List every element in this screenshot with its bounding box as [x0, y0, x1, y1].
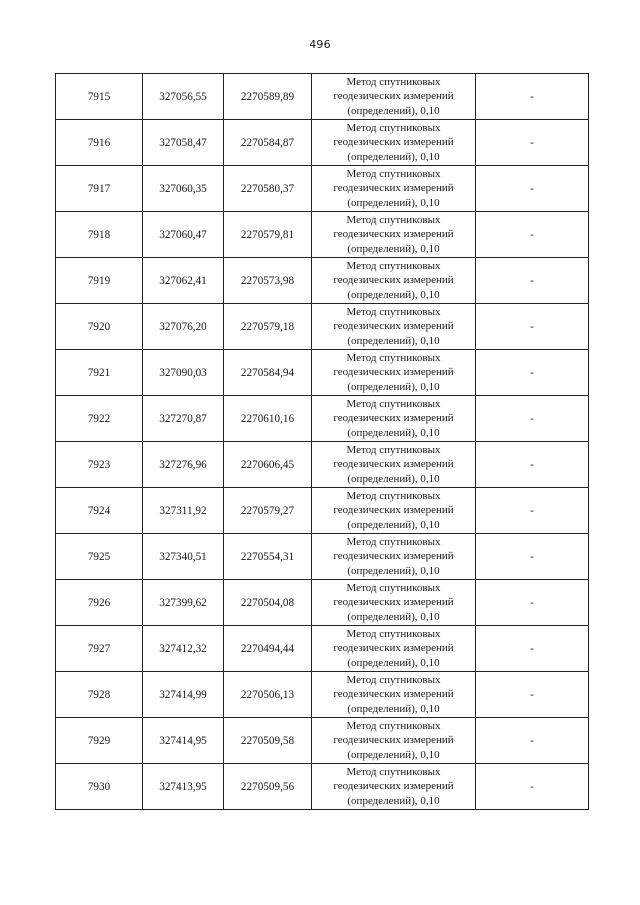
method-line: Метод спутниковых — [346, 443, 441, 456]
method-line: (определений), 0,10 — [347, 610, 440, 623]
table-row — [56, 580, 589, 626]
x-coordinate-cell: 327060,35 — [143, 166, 224, 212]
x-coordinate-cell: 327311,92 — [143, 488, 224, 534]
method-line: (определений), 0,10 — [347, 518, 440, 531]
point-number-cell: 7929 — [56, 718, 143, 764]
y-coordinate-cell: 2270579,18 — [224, 304, 312, 350]
x-coordinate-cell: 327276,96 — [143, 442, 224, 488]
note-cell: - — [476, 396, 589, 442]
point-number-cell: 7928 — [56, 672, 143, 718]
point-number-cell: 7927 — [56, 626, 143, 672]
page-number: 496 — [309, 38, 331, 51]
point-number-cell: 7923 — [56, 442, 143, 488]
method-line: Метод спутниковых — [346, 121, 441, 134]
y-coordinate-cell: 2270610,16 — [224, 396, 312, 442]
note-cell: - — [476, 212, 589, 258]
y-coordinate-cell: 2270589,89 — [224, 74, 312, 120]
x-coordinate-cell: 327414,99 — [143, 672, 224, 718]
y-coordinate-cell: 2270584,87 — [224, 120, 312, 166]
method-line: Метод спутниковых — [346, 581, 441, 594]
x-coordinate-cell: 327270,87 — [143, 396, 224, 442]
table-row — [56, 258, 589, 304]
method-line: геодезических измерений — [333, 366, 454, 379]
method-line: Метод спутниковых — [346, 535, 441, 548]
note-cell: - — [476, 304, 589, 350]
table-row — [56, 534, 589, 580]
note-cell: - — [476, 580, 589, 626]
method-cell — [312, 350, 476, 396]
y-coordinate-cell: 2270573,98 — [224, 258, 312, 304]
method-cell — [312, 212, 476, 258]
table-row — [56, 488, 589, 534]
method-line: (определений), 0,10 — [347, 472, 440, 485]
method-line: Метод спутниковых — [346, 489, 441, 502]
note-cell: - — [476, 488, 589, 534]
method-line: геодезических измерений — [333, 504, 454, 517]
note-cell: - — [476, 626, 589, 672]
note-cell: - — [476, 350, 589, 396]
method-line: Метод спутниковых — [346, 765, 441, 778]
table-row — [56, 74, 589, 120]
method-line: геодезических измерений — [333, 136, 454, 149]
method-cell — [312, 396, 476, 442]
note-cell: - — [476, 764, 589, 810]
method-line: геодезических измерений — [333, 688, 454, 701]
method-line: Метод спутниковых — [346, 259, 441, 272]
x-coordinate-cell: 327412,32 — [143, 626, 224, 672]
x-coordinate-cell: 327340,51 — [143, 534, 224, 580]
method-line: геодезических измерений — [333, 780, 454, 793]
method-cell — [312, 718, 476, 764]
point-number-cell: 7920 — [56, 304, 143, 350]
x-coordinate-cell: 327413,95 — [143, 764, 224, 810]
x-coordinate-cell: 327060,47 — [143, 212, 224, 258]
point-number-cell: 7917 — [56, 166, 143, 212]
method-line: Метод спутниковых — [346, 305, 441, 318]
table-row — [56, 166, 589, 212]
note-cell: - — [476, 442, 589, 488]
point-number-cell: 7925 — [56, 534, 143, 580]
y-coordinate-cell: 2270509,56 — [224, 764, 312, 810]
method-cell — [312, 672, 476, 718]
x-coordinate-cell: 327399,62 — [143, 580, 224, 626]
point-number-cell: 7921 — [56, 350, 143, 396]
method-line: геодезических измерений — [333, 182, 454, 195]
x-coordinate-cell: 327090,03 — [143, 350, 224, 396]
method-line: геодезических измерений — [333, 642, 454, 655]
method-cell — [312, 120, 476, 166]
method-line: геодезических измерений — [333, 458, 454, 471]
y-coordinate-cell: 2270494,44 — [224, 626, 312, 672]
table-row — [56, 672, 589, 718]
note-cell: - — [476, 74, 589, 120]
table-row — [56, 350, 589, 396]
method-cell — [312, 534, 476, 580]
table-row — [56, 120, 589, 166]
method-line: Метод спутниковых — [346, 719, 441, 732]
method-line: геодезических измерений — [333, 90, 454, 103]
note-cell: - — [476, 672, 589, 718]
method-cell — [312, 580, 476, 626]
method-line: (определений), 0,10 — [347, 748, 440, 761]
method-line: (определений), 0,10 — [347, 288, 440, 301]
point-number-cell: 7922 — [56, 396, 143, 442]
method-line: геодезических измерений — [333, 274, 454, 287]
point-number-cell: 7918 — [56, 212, 143, 258]
y-coordinate-cell: 2270504,08 — [224, 580, 312, 626]
coordinates-table-body — [56, 74, 589, 810]
method-line: (определений), 0,10 — [347, 104, 440, 117]
method-cell — [312, 442, 476, 488]
method-line: (определений), 0,10 — [347, 150, 440, 163]
method-cell — [312, 258, 476, 304]
table-row — [56, 626, 589, 672]
x-coordinate-cell: 327056,55 — [143, 74, 224, 120]
x-coordinate-cell: 327076,20 — [143, 304, 224, 350]
y-coordinate-cell: 2270579,27 — [224, 488, 312, 534]
x-coordinate-cell: 327058,47 — [143, 120, 224, 166]
y-coordinate-cell: 2270554,31 — [224, 534, 312, 580]
method-cell — [312, 74, 476, 120]
method-line: (определений), 0,10 — [347, 380, 440, 393]
note-cell: - — [476, 534, 589, 580]
y-coordinate-cell: 2270579,81 — [224, 212, 312, 258]
method-line: Метод спутниковых — [346, 75, 441, 88]
method-line: (определений), 0,10 — [347, 794, 440, 807]
method-cell — [312, 626, 476, 672]
x-coordinate-cell: 327414,95 — [143, 718, 224, 764]
y-coordinate-cell: 2270506,13 — [224, 672, 312, 718]
table-row — [56, 396, 589, 442]
y-coordinate-cell: 2270509,58 — [224, 718, 312, 764]
y-coordinate-cell: 2270606,45 — [224, 442, 312, 488]
method-cell — [312, 488, 476, 534]
method-line: (определений), 0,10 — [347, 334, 440, 347]
x-coordinate-cell: 327062,41 — [143, 258, 224, 304]
method-cell — [312, 166, 476, 212]
method-line: геодезических измерений — [333, 412, 454, 425]
method-line: Метод спутниковых — [346, 397, 441, 410]
method-line: Метод спутниковых — [346, 673, 441, 686]
method-line: геодезических измерений — [333, 320, 454, 333]
method-line: (определений), 0,10 — [347, 564, 440, 577]
method-line: Метод спутниковых — [346, 351, 441, 364]
point-number-cell: 7930 — [56, 764, 143, 810]
table-row — [56, 212, 589, 258]
point-number-cell: 7915 — [56, 74, 143, 120]
y-coordinate-cell: 2270584,94 — [224, 350, 312, 396]
coordinates-table — [55, 73, 589, 810]
method-cell — [312, 304, 476, 350]
table-row — [56, 304, 589, 350]
table-row — [56, 718, 589, 764]
method-line: геодезических измерений — [333, 550, 454, 563]
method-line: (определений), 0,10 — [347, 656, 440, 669]
method-line: геодезических измерений — [333, 734, 454, 747]
table-row — [56, 764, 589, 810]
note-cell: - — [476, 120, 589, 166]
y-coordinate-cell: 2270580,37 — [224, 166, 312, 212]
point-number-cell: 7916 — [56, 120, 143, 166]
point-number-cell: 7924 — [56, 488, 143, 534]
method-cell — [312, 764, 476, 810]
method-line: геодезических измерений — [333, 596, 454, 609]
method-line: (определений), 0,10 — [347, 196, 440, 209]
table-row — [56, 442, 589, 488]
point-number-cell: 7919 — [56, 258, 143, 304]
note-cell: - — [476, 718, 589, 764]
method-line: (определений), 0,10 — [347, 702, 440, 715]
note-cell: - — [476, 258, 589, 304]
method-line: Метод спутниковых — [346, 213, 441, 226]
point-number-cell: 7926 — [56, 580, 143, 626]
method-line: Метод спутниковых — [346, 627, 441, 640]
method-line: геодезических измерений — [333, 228, 454, 241]
method-line: Метод спутниковых — [346, 167, 441, 180]
method-line: (определений), 0,10 — [347, 426, 440, 439]
method-line: (определений), 0,10 — [347, 242, 440, 255]
note-cell: - — [476, 166, 589, 212]
